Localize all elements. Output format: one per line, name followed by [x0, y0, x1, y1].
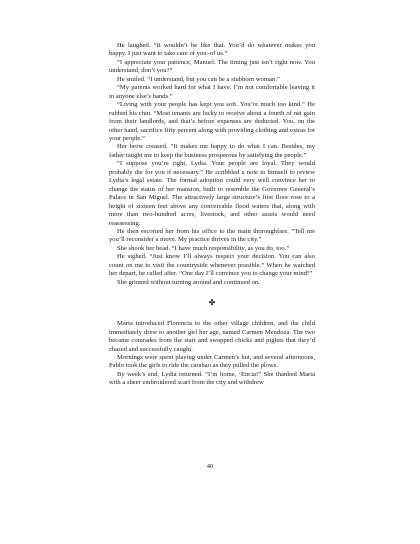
paragraph: “Living with your people has kept you soft. You’re much too kind.” He rubbed his chin. “Most tenants are lucky to receive about a fourth of net gain from their landlords, and that’s before expenses are deducted. You, on the other hand, sacrifice fifty percent along with providing clothing and extras for your people.” [109, 101, 315, 142]
paragraph: Maria introduced Florencia to the other village children, and the child immediately drew to another girl her age, named Carmen Mendoza. The two became comrades from the start and swapped chicks and piglets that they’d chased and successfully caught. [109, 320, 315, 353]
body-text [109, 42, 315, 388]
paragraph: “My parents worked hard for what I have. I’m not comfortable leaving it in anyone else’s hands.” [109, 84, 315, 100]
section-one [109, 42, 315, 287]
paragraph: He laughed. “It wouldn’t be like that. You’d do whatever makes you happy. I just want to take care of you–of us.” [109, 42, 315, 58]
page-number: 40 [206, 463, 214, 470]
paragraph: By week’s end, Lydia returned. “I’m home, ‘Encia!” She thanked Maria with a sheer embroidered scarf from the city and withdrew [109, 370, 315, 387]
paragraph: He sighed. “Just know I’ll always respect your decision. You can also count on me to visit the countryside whenever possible.” When he watched her depart, he called after. “One day I’ll convince you to change your mind!” [109, 253, 315, 278]
paragraph: He smiled. “I understand, but you can be a stubborn woman.” [117, 75, 280, 83]
section-break-ornament-icon: ✤ [208, 298, 216, 308]
paragraph: She shook her head. “I have much responsibility, as you do, too.” [117, 244, 290, 252]
paragraph: He then escorted her from his office to the main thoroughfare. “Tell me you’ll reconsider a move. My practice thrives in the city.” [109, 227, 315, 244]
section-two [109, 320, 315, 388]
paragraph: “I appreciate your patience, Manuel. The timing just isn’t right now. You understand, don’t you?” [109, 58, 315, 75]
paragraph: Her brow creased. “It makes me happy to do what I can. Besides, my father taught me to keep the business prosperous by satisfying the people.” [109, 143, 315, 159]
paragraph: “I suppose you’re right, Lydia. Your people are loyal. They would probably die for you if necessary.” He scribbled a note to himself to review Lydia’s legal estate. The formal adoption could very well convince her to change the status of her mansion, built to resemble the Governor General’s Palace in San Miguel. The attractively large structure’s first floor rose to a height of sixteen feet above any conceivable flood waters that, along with more than two-hundred acres, livestock, and other assets would need reassessing. [109, 160, 315, 227]
paragraph: Mornings were spent playing under Carmen’s hut, and several afternoons, Pablo took the girls to ride the carabao as they pulled the plows. [109, 353, 315, 370]
paragraph: She grinned without turning around and continued on. [117, 278, 260, 286]
